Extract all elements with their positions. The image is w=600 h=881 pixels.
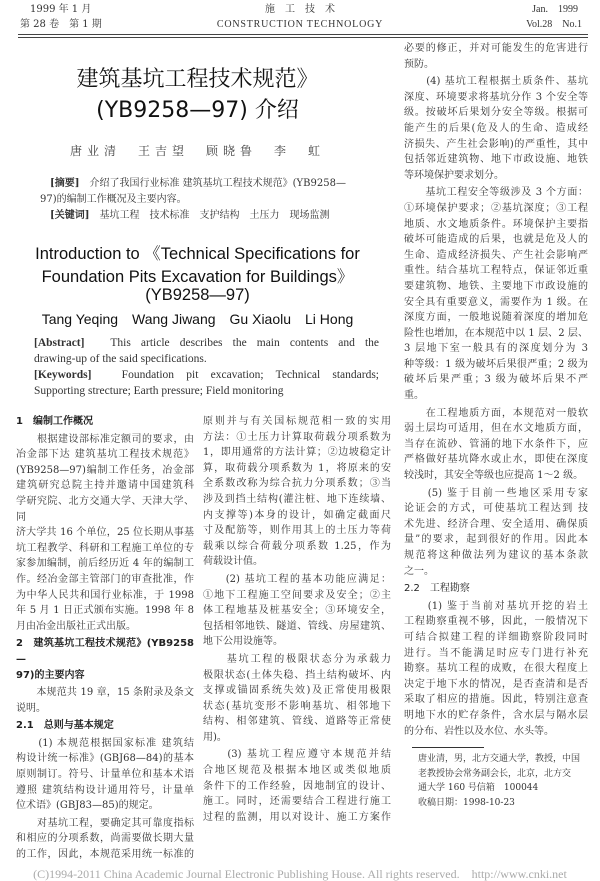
text-line: (2) 基坑工程的基本功能应满足：	[203, 573, 391, 585]
section-heading	[16, 636, 194, 683]
text-line: 内支撑等)本身的设计，如确定截面尺	[203, 509, 391, 521]
paragraph	[16, 736, 194, 814]
abstract-en-line-2: drawing-up of the said specifications.	[34, 353, 207, 365]
title-en-line-1: Introduction to 《Technical Specifications for	[35, 245, 360, 263]
text-line: 冶金部下达 建筑基坑工程技术规范》	[16, 449, 194, 461]
text-line: 坑工程教学、科研和工程施工单位的专	[16, 542, 194, 554]
text-line: 2.2 工程勘察	[404, 583, 470, 595]
text-line: 量”的要求，起到很好的作用。因此本	[404, 534, 588, 546]
title-en-line-3: (YB9258—97)	[145, 286, 250, 304]
text-line: 工程勘察重视不够，因此，一般情况下	[404, 616, 588, 628]
authors-cn: 唐业清 王吉望 顾晓鲁 李 虹	[69, 144, 325, 158]
text-line: 必要的修正，并对可能发生的危害进行	[404, 43, 588, 54]
paragraph	[203, 652, 391, 746]
text-line: 家参加编制，前后经历近 4 年的编制工	[16, 558, 194, 570]
text-line: 基坑工程的极限状态分为承载力	[203, 653, 391, 665]
body-column-middle	[203, 412, 391, 825]
text-line: 规范将这种做法列为建议的基本条款	[404, 550, 588, 561]
text-line: 状态(基坑变形不影响基坑、相邻地下	[203, 700, 391, 712]
text-line: 地质、水文地质条件。环境保护主要指	[404, 218, 588, 230]
text-line: 严格做好基坑降水或止水，即使在深度	[404, 454, 588, 466]
text-line: 可结合拟建工程的详细勘察阶段同时	[404, 631, 588, 643]
paragraph	[404, 185, 588, 403]
text-line: 算，取荷载分项系数为 1，将原来的安	[203, 462, 391, 474]
text-line: 的分布、岩性以及水位、水头等。	[404, 725, 554, 737]
text-line: 的工作，因此，本规范采用统一标准的	[16, 849, 194, 861]
text-line: 勘察。基坑工程的成败，在很大程度上	[404, 663, 588, 675]
text-line: 体工程地基及桩基安全；③环境安全，	[203, 605, 391, 617]
text-line: ①环境保护要求；②基坑深度；③工程	[404, 202, 588, 214]
header-rule	[18, 34, 588, 35]
section-heading	[404, 581, 588, 597]
text-line: 寸及配筋等，则作用其上的土压力等荷	[203, 525, 391, 537]
text-line: 收稿日期：1998-10-23	[418, 797, 515, 808]
title-en-line-2: Foundation Pits Excavation for Buildings》	[41, 268, 354, 286]
issue-date-en: Jan. 1999	[532, 4, 578, 15]
text-line: 预防。	[404, 58, 434, 70]
body-column-left	[16, 412, 194, 863]
text-line: 决定于地下水的情况，是否查清和是否	[404, 678, 588, 690]
text-line: 条件下的工作经验，因地制宜的设计、	[203, 780, 391, 792]
text-line: 对基坑工程，要确定其可靠度指标	[16, 817, 194, 829]
text-line: 地下公用设施等。	[203, 636, 283, 648]
text-line: 生命、造成经济损失、产生社会影响严	[404, 249, 588, 261]
keywords-en-line-2: Supporting strecture; Earth pressure; Field monitoring	[34, 385, 284, 397]
paragraph	[16, 432, 194, 635]
text-line: 用)。	[203, 731, 227, 743]
text-line: 安全具有重要意义，需要作为 1 级。在	[404, 296, 588, 308]
text-line: 明地下水的贮存条件，含水层与隔水层	[404, 709, 588, 721]
text-line: 作。经冶金部主管部门的审查批准，作	[16, 573, 194, 585]
text-line: (YB9258—97)编制工作任务，冶金部	[16, 464, 194, 476]
title-cn-line-1: 建筑基坑工程技术规范》	[76, 67, 319, 92]
header-rule-thin	[18, 37, 588, 38]
text-line: 载乘以综合荷载分项系数 1.25，作为	[203, 540, 391, 552]
title-cn-line-2: (YB9258—97) 介绍	[96, 98, 299, 123]
text-line: 深度、环境要求将基坑分作 3 个安全等	[404, 91, 588, 103]
text-line: 种等级：1 级为破坏后果很严重；2 级为	[404, 358, 588, 370]
text-line: 说明。	[16, 702, 46, 714]
text-line: 弱土层均可适用，但在水文地质方面，	[404, 423, 588, 435]
text-line: 唐业清，男，北方交通大学，教授，中国	[418, 754, 581, 765]
text-line: 月由冶金出版社正式出版。	[16, 620, 136, 632]
text-line: ①地下工程施工空间要求及安全；②主	[203, 589, 391, 601]
text-line: 结构、相邻建筑、管线、道路等正常使	[203, 716, 391, 728]
paragraph	[203, 747, 391, 825]
text-line: 采取了相应的措施。因此，特别注意查	[404, 694, 588, 706]
journal-name-en: CONSTRUCTION TECHNOLOGY	[216, 19, 384, 30]
abstract-cn-line-1: 介绍了我国行业标准 建筑基坑工程技术规范》(YB9258—	[89, 178, 346, 189]
text-line: 和相应的分项系数，尚需要做长期大量	[16, 833, 194, 845]
text-line: 重性。结合基坑工程特点，保证邻近重	[404, 265, 588, 277]
text-line: (1) 鉴于当前对基坑开挖的岩土	[404, 600, 588, 612]
text-line: 合地区规范及根据本地区或类似地质	[203, 765, 391, 777]
text-line: 基坑工程安全等级涉及 3 个方面：	[404, 187, 588, 199]
abstract-en-label: [Abstract]	[34, 337, 85, 349]
text-line: 险性也增加，在本规范中以 1 层、2 层、	[404, 327, 588, 339]
paragraph	[404, 486, 588, 580]
abstract-cn-line-2: 97)的编制工作概况及主要内容。	[40, 194, 187, 205]
keywords-cn	[50, 208, 329, 224]
text-line: 2.1 总则与基本规定	[16, 720, 114, 732]
text-line: 学研究院、北方交通大学、天津大学、同	[16, 495, 194, 523]
paragraph	[203, 414, 391, 570]
paragraph	[16, 685, 194, 716]
keywords-cn-text: 基坑工程 技术标准 支护结构 土压力 现场监测	[99, 210, 330, 221]
text-line: 支撑或锚固系统失效)及正常使用极限	[203, 685, 391, 697]
text-line: 包括邻近建筑物、地下市政设施、地铁	[404, 154, 588, 166]
text-line: 重。	[404, 390, 424, 402]
section-heading	[16, 414, 194, 430]
text-line: 级。按破坏后果划分安全等级。根据可	[404, 107, 588, 119]
issue-date-cn: 1999 年 1 月	[30, 4, 92, 15]
keywords-en-label: [Keywords]	[34, 369, 92, 381]
keywords-en-text: Foundation pit excavation; Technical standards;	[121, 369, 379, 381]
paragraph	[203, 572, 391, 650]
text-line: 当存在流砂、管涌的地下水条件下，应	[404, 438, 588, 450]
text-line: 济大学共 16 个单位，25 位长期从事基	[16, 527, 194, 539]
body-column-right	[404, 39, 588, 810]
text-line: 2 建筑基坑工程技术规范》(YB9258—	[16, 638, 194, 665]
author-footnote	[404, 752, 588, 810]
text-line: 97)的主要内容	[16, 669, 85, 681]
text-line: 原则制订。符号、计量单位和基本术语	[16, 769, 194, 781]
issue-volume-cn: 第 28 卷 第 1 期	[20, 19, 102, 30]
text-line: 论证会的方式，可使基坑工程达到 技	[404, 503, 588, 515]
abstract-cn	[50, 176, 346, 192]
text-line: 能产生的后果(危及人的生命、造成经	[404, 122, 588, 134]
text-line: 老教授协会常务副会长，北京，北方交	[418, 768, 572, 779]
paragraph	[404, 406, 588, 484]
text-line: 方法：①土压力计算取荷载分项系数为	[203, 431, 391, 443]
text-line: (4) 基坑工程根据土质条件、基坑	[404, 76, 588, 88]
abstract-en-text: This article describes the main contents and the	[110, 337, 380, 349]
text-line: 深度方面，一般地说随着深度的增加危	[404, 312, 588, 324]
text-line: 1，即用通常的方法计算；②边坡稳定计	[203, 447, 391, 459]
text-line: 等环境保护要求划分。	[404, 169, 504, 181]
authors-en: Tang Yeqing Wang Jiwang Gu Xiaolu Li Hong	[41, 311, 354, 327]
keywords-en-line-1	[34, 368, 379, 384]
text-line: 遵照 建筑结构设计通用符号，计量单	[16, 784, 194, 796]
text-line: 根据建设部标准定额司的要求，由	[16, 433, 194, 445]
text-line: 构设计统一标准》(GBJ68—84)的基本	[16, 753, 194, 765]
text-line: 涉及到挡土结构(灌注桩、地下连续墙、	[203, 493, 391, 505]
text-line: 通大学 160 号信箱 100044	[418, 783, 539, 794]
text-line: 位术语》(GBJ83—85)的规定。	[16, 800, 159, 812]
text-line: 过程的监测，用以对设计、施工方案作	[203, 811, 391, 823]
text-line: 为中华人民共和国行业标准，于 1998	[16, 589, 194, 601]
text-line: 较浅时，其安全等级也应提高 1～2 级。	[404, 470, 584, 482]
abstract-cn-label: [摘要]	[50, 178, 80, 189]
text-line: 要建筑物、地铁、主要地下市政设施的	[404, 280, 588, 292]
text-line: 极限状态(土体失稳、挡土结构破坏、内	[203, 669, 391, 681]
issue-volume-en: Vol.28 No.1	[526, 19, 582, 30]
paragraph	[404, 41, 588, 72]
keywords-cn-label: [关键词]	[50, 210, 90, 221]
text-line: 本规范共 19 章，15 条附录及条文	[16, 687, 194, 699]
paragraph	[16, 816, 194, 863]
journal-name-cn: 施 工 技 术	[265, 4, 335, 15]
text-line: 建筑研究总院主持并邀请中国建筑科	[16, 480, 194, 492]
text-line: 进行。当不能满足时应专门进行补充	[404, 647, 588, 659]
text-line: (1) 本规范根据国家标准 建筑结	[16, 737, 194, 749]
text-line: 全系数改称为综合抗力分项系数；③当	[203, 478, 391, 490]
text-line: 施工。同时，还需要结合工程进行施工	[203, 796, 391, 808]
abstract-en-line-1	[34, 336, 379, 352]
text-line: 荷载设计值。	[203, 556, 263, 568]
text-line: (3) 基坑工程应遵守本规范并结	[203, 749, 391, 761]
text-line: 包括相邻地铁、隧道、管线、房屋建筑、	[203, 620, 391, 632]
text-line: 之一。	[404, 565, 434, 577]
text-line: 破坏可能造成的后果，也就是危及人的	[404, 234, 588, 246]
text-line: 年 5 月 1 日正式颁布实施。1998 年 8	[16, 605, 194, 617]
paragraph	[404, 74, 588, 183]
text-line: 在工程地质方面，本规范对一般软	[404, 407, 588, 419]
text-line: 破坏后果严重；3 级为破坏后果不严	[404, 374, 588, 386]
text-line: 原则并与有关国标规范相一致的实用	[203, 416, 391, 427]
footnote-rule	[412, 747, 484, 748]
text-line: 3 层地下室一般具有的深度划分为 3	[404, 343, 588, 355]
paragraph	[404, 599, 588, 739]
text-line: 1 编制工作概况	[16, 416, 93, 427]
text-line: 济损失、产生社会影响)的严重性，其中	[404, 138, 588, 150]
text-line: (5) 鉴于目前一些地区采用专家	[404, 487, 588, 499]
section-heading	[16, 718, 194, 734]
text-line: 术先进、经济合理、安全适用、确保质	[404, 518, 588, 530]
copyright-watermark: (C)1994-2011 China Academic Journal Electronic Publishing House. All rights reserved. http://www.cnki.net	[33, 867, 567, 881]
